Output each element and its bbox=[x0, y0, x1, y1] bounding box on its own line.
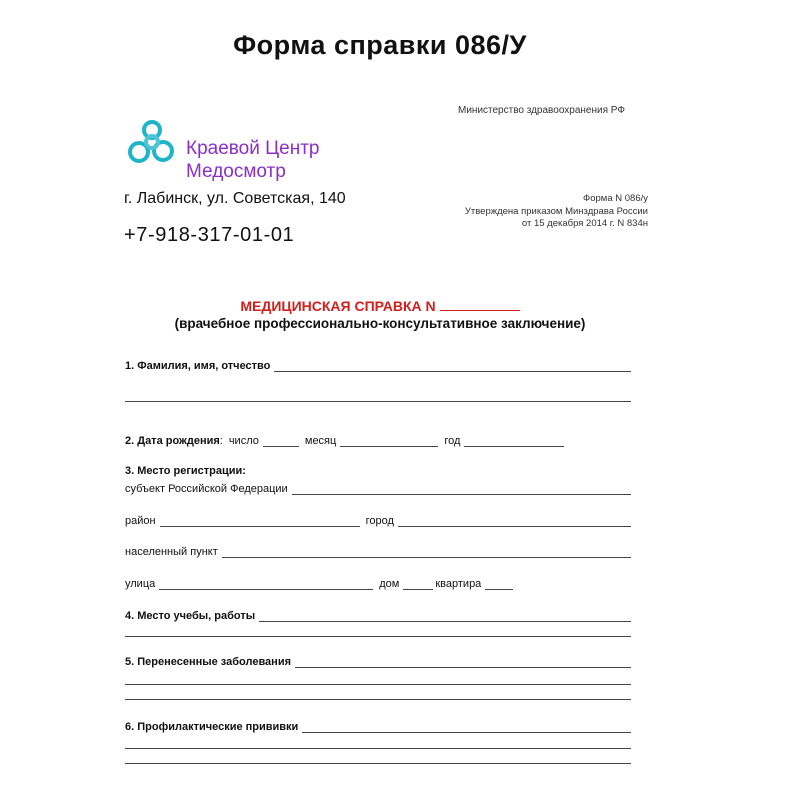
diseases-input-line[interactable] bbox=[295, 657, 631, 668]
form-date: от 15 декабря 2014 г. N 834н bbox=[521, 218, 648, 229]
field-fullname bbox=[125, 360, 631, 372]
field-fullname-label: 1. Фамилия, имя, отчество bbox=[125, 360, 271, 372]
form-info bbox=[420, 193, 648, 231]
city-label: город bbox=[365, 515, 394, 527]
field-vaccinations-label: 6. Профилактические прививки bbox=[125, 721, 299, 733]
field-workplace-label: 4. Место учебы, работы bbox=[125, 610, 256, 622]
street-label: улица bbox=[125, 578, 156, 590]
city-input-line[interactable] bbox=[398, 516, 631, 527]
diseases-input-line-2[interactable] bbox=[125, 684, 631, 685]
subject-label: субъект Российской Федерации bbox=[125, 483, 288, 495]
form-number: Форма N 086/у bbox=[583, 193, 648, 204]
apartment-input-line[interactable] bbox=[485, 579, 513, 590]
street-input-line[interactable] bbox=[159, 579, 373, 590]
vaccinations-input-line-2[interactable] bbox=[125, 748, 631, 749]
clinic-name-line1: Краевой Центр bbox=[186, 138, 320, 159]
clinic-name bbox=[186, 137, 320, 183]
apartment-label: квартира bbox=[435, 578, 482, 590]
district-label: район bbox=[125, 515, 156, 527]
field-birthdate-label: 2. Дата рождения bbox=[125, 435, 220, 447]
birthdate-colon: : bbox=[219, 435, 223, 447]
fullname-input-line-2[interactable] bbox=[125, 401, 631, 402]
locality-label: населенный пункт bbox=[125, 546, 218, 558]
month-input-line[interactable] bbox=[340, 436, 438, 447]
field-diseases bbox=[125, 656, 631, 668]
locality-input-line[interactable] bbox=[222, 547, 631, 558]
field-vaccinations bbox=[125, 721, 631, 733]
field-birthdate bbox=[125, 435, 631, 447]
clinic-phone[interactable]: +7-918-317-01-01 bbox=[124, 224, 295, 246]
certificate-title bbox=[0, 298, 760, 314]
certificate-number-blank[interactable] bbox=[440, 298, 520, 311]
house-input-line[interactable] bbox=[403, 579, 433, 590]
subject-input-line[interactable] bbox=[292, 484, 631, 495]
year-input-line[interactable] bbox=[464, 436, 564, 447]
certificate-title-text: МЕДИЦИНСКАЯ СПРАВКА N bbox=[240, 298, 436, 314]
field-address bbox=[125, 578, 631, 590]
ministry-label: Министерство здравоохранения РФ bbox=[458, 105, 625, 116]
vaccinations-input-line[interactable] bbox=[302, 722, 631, 733]
form-approval: Утверждена приказом Минздрава России bbox=[464, 205, 648, 217]
workplace-input-line-2[interactable] bbox=[125, 636, 631, 637]
field-locality bbox=[125, 546, 631, 558]
day-input-line[interactable] bbox=[263, 436, 299, 447]
clinic-name-line2: Медосмотр bbox=[186, 161, 286, 182]
month-label: месяц bbox=[304, 435, 337, 447]
field-diseases-label: 5. Перенесенные заболевания bbox=[125, 656, 291, 668]
field-subject bbox=[125, 483, 631, 495]
page-title: Форма справки 086/У bbox=[233, 30, 527, 60]
day-label: число bbox=[228, 435, 259, 447]
clinic-logo-icon bbox=[126, 118, 178, 170]
year-label: год bbox=[444, 435, 461, 447]
district-input-line[interactable] bbox=[160, 516, 360, 527]
field-workplace bbox=[125, 610, 631, 622]
vaccinations-input-line-3[interactable] bbox=[125, 763, 631, 764]
diseases-input-line-3[interactable] bbox=[125, 699, 631, 700]
field-district-city bbox=[125, 515, 631, 527]
workplace-input-line[interactable] bbox=[259, 611, 631, 622]
certificate-subtitle: (врачебное профессионально-консультативное заключение) bbox=[174, 316, 586, 331]
field-registration-label: 3. Место регистрации: bbox=[125, 465, 246, 477]
house-label: дом bbox=[379, 578, 400, 590]
fullname-input-line[interactable] bbox=[274, 361, 631, 372]
field-registration bbox=[125, 465, 631, 477]
clinic-address: г. Лабинск, ул. Советская, 140 bbox=[124, 190, 346, 207]
